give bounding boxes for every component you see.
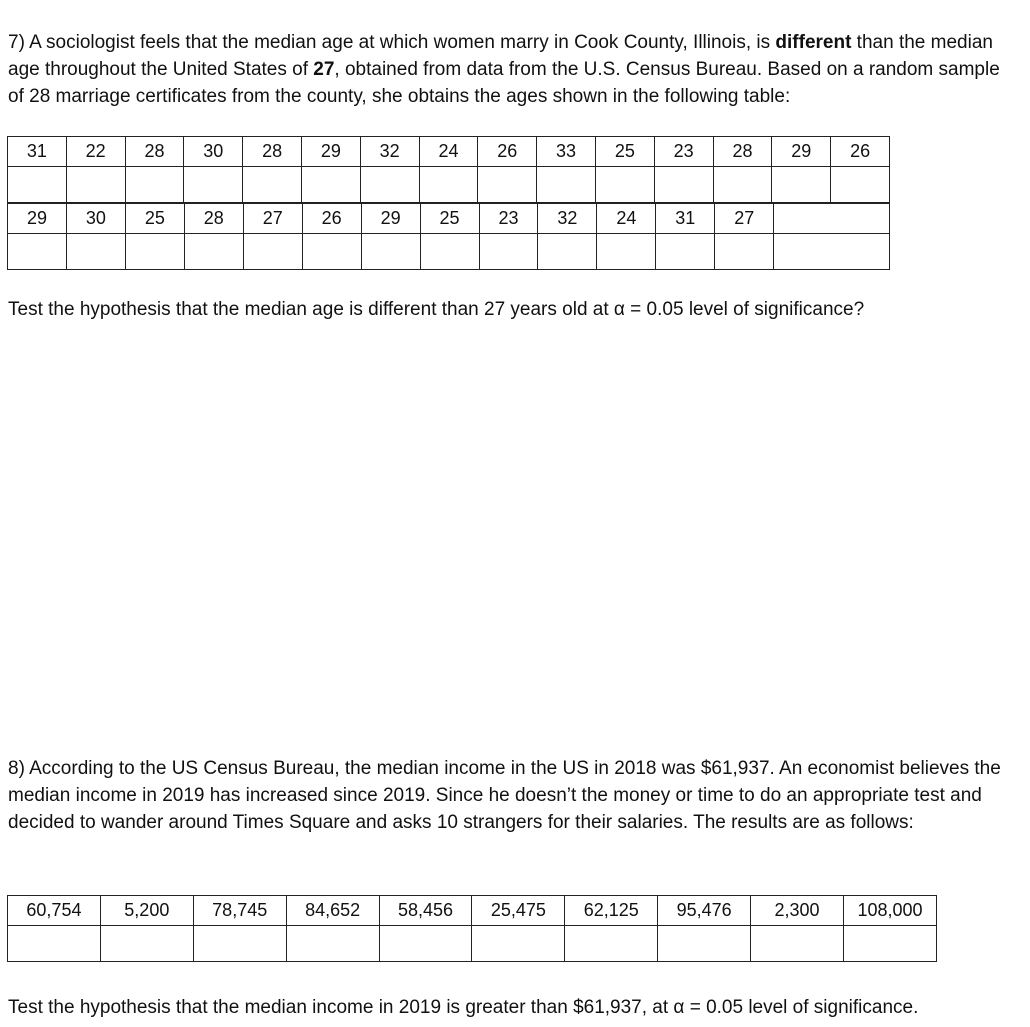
question-8-text: 8) According to the US Census Bureau, the median income in the US in 2018 was $61,937. An economist believes the median income in 2019 has increased since 2019. Since he doesn’t the money or time to do an appropriate test and decided to wander around Times Square and asks 10 strangers for their salaries. The results are as follows: [8, 758, 1001, 833]
blank-cell [360, 167, 419, 203]
blank-cell [774, 234, 890, 270]
age-cell: 23 [654, 137, 713, 167]
blank-cell [595, 167, 654, 203]
table-row [8, 204, 890, 234]
age-cell: 29 [8, 204, 67, 234]
blank-cell [597, 234, 656, 270]
income-cell: 95,476 [658, 896, 751, 926]
blank-cell [565, 926, 658, 962]
blank-cell [302, 234, 361, 270]
blank-cell [243, 234, 302, 270]
blank-cell [537, 167, 596, 203]
blank-cell [774, 204, 890, 234]
age-cell: 26 [478, 137, 537, 167]
blank-cell [184, 167, 243, 203]
income-cell: 2,300 [751, 896, 844, 926]
blank-cell [420, 234, 479, 270]
table-row-blank [8, 234, 890, 270]
question-7-text [8, 29, 1018, 110]
income-cell: 78,745 [193, 896, 286, 926]
table-row [8, 137, 890, 167]
age-cell: 28 [243, 137, 302, 167]
blank-cell [654, 167, 713, 203]
income-cell: 5,200 [100, 896, 193, 926]
blank-cell [658, 926, 751, 962]
age-cell: 25 [125, 204, 184, 234]
age-cell: 25 [595, 137, 654, 167]
age-cell: 25 [420, 204, 479, 234]
age-cell: 26 [302, 204, 361, 234]
income-cell: 25,475 [472, 896, 565, 926]
age-cell: 33 [537, 137, 596, 167]
age-cell: 29 [772, 137, 831, 167]
q7-bold-different: different [775, 32, 852, 53]
blank-cell [831, 167, 890, 203]
ages-table-row1 [7, 136, 890, 203]
blank-cell [8, 167, 67, 203]
q7-text-part3: , obtained from data from the U.S. Census Bureau. Based on a random sample of 28 marriage certificates from the county, she obtains the ages shown in the following table: [8, 59, 1000, 107]
blank-cell [193, 926, 286, 962]
table-row-blank [8, 926, 937, 962]
age-cell: 32 [538, 204, 597, 234]
age-cell: 31 [8, 137, 67, 167]
question-8-prompt: Test the hypothesis that the median income in 2019 is greater than $61,937, at α = 0.05 level of significance. [8, 997, 919, 1018]
blank-cell [472, 926, 565, 962]
blank-cell [286, 926, 379, 962]
blank-cell [184, 234, 243, 270]
age-cell: 28 [184, 204, 243, 234]
age-cell: 24 [597, 204, 656, 234]
blank-cell [125, 234, 184, 270]
income-cell: 62,125 [565, 896, 658, 926]
question-7-prompt: Test the hypothesis that the median age is different than 27 years old at α = 0.05 level of significance? [8, 299, 865, 320]
age-cell: 28 [713, 137, 772, 167]
income-cell: 58,456 [379, 896, 472, 926]
blank-cell [301, 167, 360, 203]
blank-cell [8, 234, 67, 270]
age-cell: 29 [361, 204, 420, 234]
blank-cell [8, 926, 101, 962]
age-cell: 27 [243, 204, 302, 234]
age-cell: 23 [479, 204, 538, 234]
ages-table-row2 [7, 203, 890, 270]
blank-cell [361, 234, 420, 270]
age-cell: 30 [184, 137, 243, 167]
q7-text-part1: 7) A sociologist feels that the median age at which women marry in Cook County, Illinois, is [8, 32, 776, 53]
age-cell: 24 [419, 137, 478, 167]
blank-cell [772, 167, 831, 203]
age-cell: 29 [301, 137, 360, 167]
blank-cell [125, 167, 184, 203]
blank-cell [538, 234, 597, 270]
q7-text-part2: than the median age throughout the United States of [8, 32, 993, 80]
blank-cell [656, 234, 715, 270]
blank-cell [419, 167, 478, 203]
income-cell: 108,000 [843, 896, 936, 926]
income-cell: 60,754 [8, 896, 101, 926]
blank-cell [66, 167, 125, 203]
age-cell: 32 [360, 137, 419, 167]
age-cell: 30 [66, 204, 125, 234]
table-row-blank [8, 167, 890, 203]
age-cell: 27 [715, 204, 774, 234]
blank-cell [751, 926, 844, 962]
blank-cell [843, 926, 936, 962]
blank-cell [479, 234, 538, 270]
incomes-table [7, 895, 937, 962]
table-row [8, 896, 937, 926]
age-cell: 31 [656, 204, 715, 234]
age-cell: 22 [66, 137, 125, 167]
blank-cell [379, 926, 472, 962]
age-cell: 26 [831, 137, 890, 167]
blank-cell [66, 234, 125, 270]
blank-cell [478, 167, 537, 203]
age-cell: 28 [125, 137, 184, 167]
blank-cell [715, 234, 774, 270]
q7-bold-27: 27 [313, 59, 335, 80]
income-cell: 84,652 [286, 896, 379, 926]
blank-cell [243, 167, 302, 203]
blank-cell [713, 167, 772, 203]
blank-cell [100, 926, 193, 962]
